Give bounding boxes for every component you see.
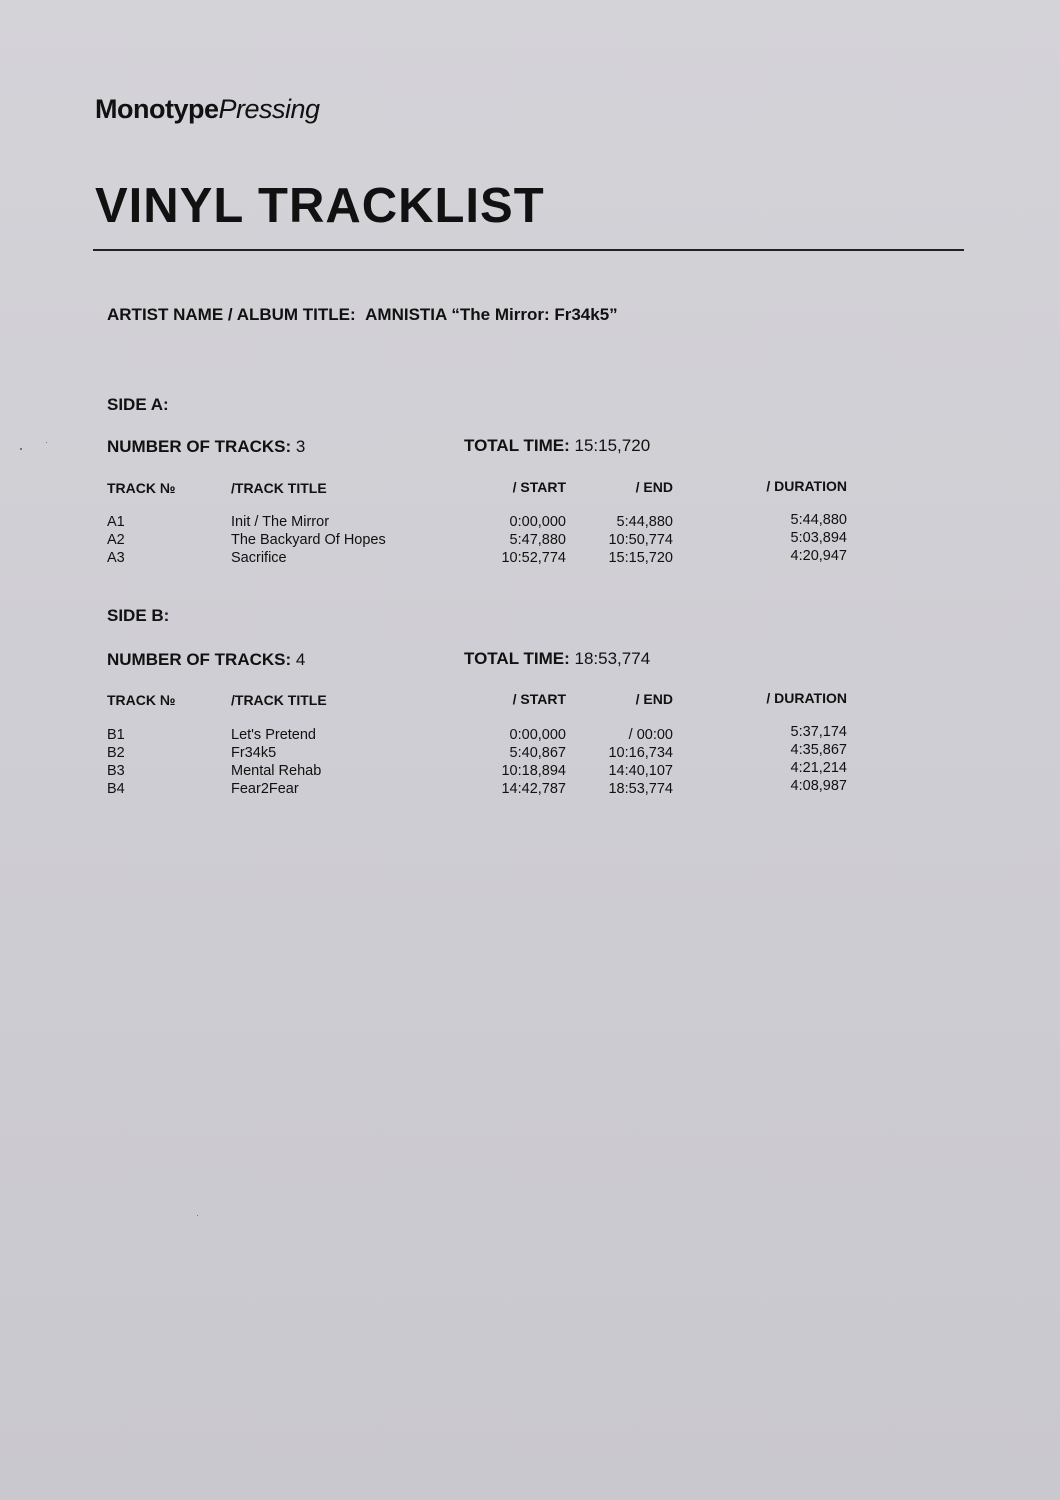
- side-a-label: SIDE A:: [107, 395, 169, 414]
- side-b-col-duration: / DURATION: [766, 690, 847, 706]
- side-a-count-label: NUMBER OF TRACKS:: [107, 437, 292, 456]
- side-a-track-count: [107, 437, 305, 457]
- track-start: 0:00,000: [509, 727, 566, 743]
- side-a-col-track-title: /TRACK TITLE: [231, 480, 327, 496]
- side-b-col-end: / END: [635, 691, 673, 707]
- track-duration: 4:08,987: [790, 778, 847, 794]
- track-title: Sacrifice: [231, 550, 287, 566]
- track-title: Fr34k5: [231, 745, 277, 761]
- track-duration: 5:03,894: [790, 530, 847, 546]
- side-b-col-track-title: /TRACK TITLE: [231, 692, 327, 708]
- track-duration: 4:20,947: [790, 548, 847, 564]
- track-end: 5:44,880: [616, 514, 673, 530]
- track-number: A2: [107, 532, 125, 548]
- track-row: [0, 778, 1060, 799]
- brand-name-bold: Monotype: [95, 94, 219, 124]
- track-end: / 00:00: [628, 727, 673, 743]
- side-b-total-value: 18:53,774: [574, 649, 651, 668]
- track-end: 10:50,774: [608, 532, 673, 548]
- track-start: 14:42,787: [501, 781, 566, 797]
- track-end: 18:53,774: [608, 781, 673, 797]
- track-number: B1: [107, 727, 125, 743]
- side-a-total-value: 15:15,720: [574, 436, 651, 455]
- brand-name-italic: Pressing: [218, 94, 320, 124]
- track-end: 10:16,734: [608, 745, 673, 761]
- track-number: B4: [107, 781, 125, 797]
- side-a-col-duration: / DURATION: [766, 478, 847, 494]
- side-a-col-start: / START: [512, 479, 566, 495]
- track-title: Mental Rehab: [231, 763, 322, 779]
- track-number: A3: [107, 550, 125, 566]
- track-duration: 5:44,880: [790, 512, 847, 528]
- side-b-total-label: TOTAL TIME:: [464, 649, 570, 668]
- track-number: B2: [107, 745, 125, 761]
- artist-label: ARTIST NAME / ALBUM TITLE:: [107, 305, 356, 324]
- track-number: A1: [107, 514, 125, 530]
- track-end: 15:15,720: [608, 550, 673, 566]
- title-divider: [93, 249, 964, 251]
- track-start: 10:18,894: [501, 763, 566, 779]
- track-start: 0:00,000: [509, 514, 566, 530]
- side-a-count-value: 3: [295, 437, 306, 456]
- track-row: [0, 514, 1060, 532]
- track-end: 14:40,107: [608, 763, 673, 779]
- track-title: Init / The Mirror: [231, 514, 330, 530]
- side-b-total-time: [464, 649, 650, 669]
- track-duration: 4:35,867: [790, 742, 847, 758]
- side-b-label: SIDE B:: [107, 606, 170, 625]
- side-b-col-start: / START: [512, 691, 566, 707]
- brand-logo: [95, 94, 320, 125]
- track-start: 5:47,880: [509, 532, 566, 548]
- track-row: [0, 724, 1060, 745]
- track-row: [0, 550, 1060, 568]
- side-b-count-label: NUMBER OF TRACKS:: [107, 650, 292, 669]
- page-title: VINYL TRACKLIST: [95, 179, 545, 233]
- track-row: [0, 532, 1060, 550]
- paper-speck: [46, 442, 47, 443]
- track-title: Fear2Fear: [231, 781, 299, 797]
- track-duration: 5:37,174: [790, 724, 847, 740]
- track-start: 5:40,867: [509, 745, 566, 761]
- track-number: B3: [107, 763, 125, 779]
- side-b-count-value: 4: [295, 650, 306, 669]
- paper-speck: [20, 448, 22, 450]
- track-duration: 4:21,214: [790, 760, 847, 776]
- side-b-track-count: [107, 650, 305, 670]
- track-start: 10:52,774: [501, 550, 566, 566]
- track-row: [0, 742, 1060, 763]
- track-title: Let's Pretend: [231, 727, 316, 743]
- track-row: [0, 760, 1060, 781]
- artist-value: AMNISTIA “The Mirror: Fr34k5”: [365, 305, 618, 324]
- paper-speck: [197, 1215, 198, 1216]
- side-a-col-track-no: TRACK №: [107, 480, 176, 496]
- artist-line: [107, 305, 618, 325]
- side-a-col-end: / END: [635, 479, 673, 495]
- side-b-col-track-no: TRACK №: [107, 692, 176, 708]
- side-a-total-time: [464, 436, 650, 456]
- side-a-total-label: TOTAL TIME:: [464, 436, 570, 455]
- track-title: The Backyard Of Hopes: [231, 532, 386, 548]
